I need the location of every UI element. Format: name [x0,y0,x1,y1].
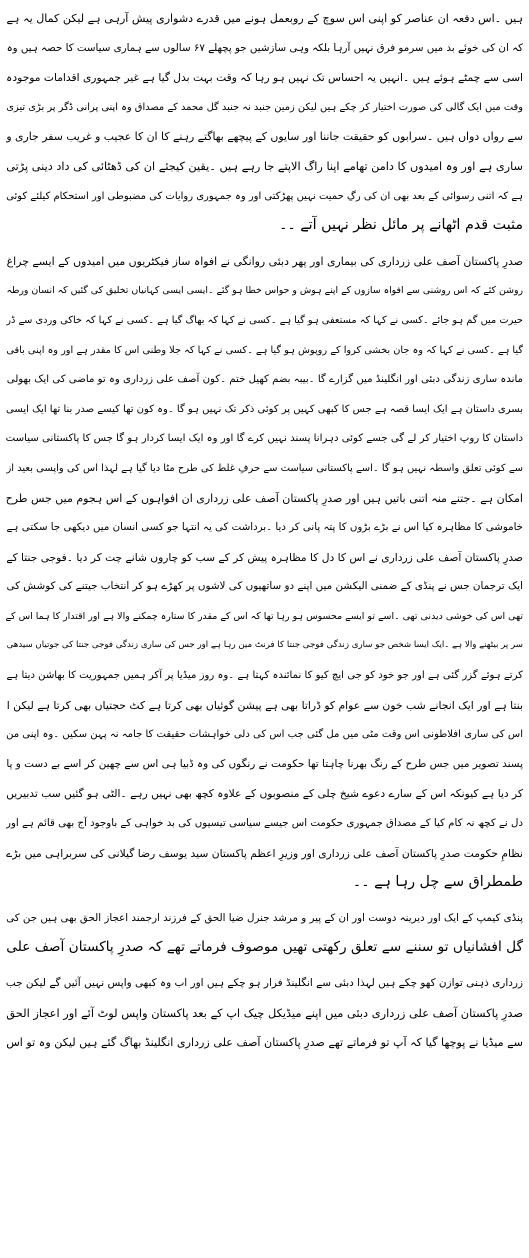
text-line: وقت میں ایک گالی کی صورت اختیار کر چکے ہیں لیکن زمین جنبد نہ جنبد گل محمد کے مصداق وہ اپنی پرانی ڈگر پر بڑی تیزی [6,101,523,113]
text-line: ایک ترجمان جس نے پنڈی کے ضمنی الیکشن میں اپنے دو ساتھیوں کی لاشوں پر کھڑے ہو کر انتخاب جیتنے کی کوشش کی [6,580,523,593]
text-line: نظامِ حکومت صدرِ پاکستان آصف علی زرداری اور وزیرِ اعظم پاکستان سید یوسف رضا گیلانی کی سربراہی میں بڑے [6,846,523,860]
text-line: خاموشی کا مظاہرہ کیا اس نے بڑے بڑوں کا پتہ پانی کر دیا ۔برداشت کی یہ انتہا جو کسی انسان میں دیکھی جا سکتی ہے [6,522,523,534]
text-line: حیرت میں گم ہو جائے ۔کسی نے کہا کہ مستعفی ہو گیا ہے ۔کسی نے کہا کہ بھاگ گیا ہے ۔کسی نے کہا کہ خاکی وردی سے ڈر [6,314,523,326]
text-line: داستان کا روپ اختیار کر لے گی جسے کوئی دہرانا پسند نہیں کرے گا اور وہ ایک ایسا کردار ہو گا جس کا پاکستانی سیاست [6,433,523,445]
article-paragraph [6,904,523,963]
text-line: گیا ہے ۔کسی نے کہا کہ وہ جان بخشی کروا کے روپوش ہو گیا ہے ۔کسی نے کہا کہ جلا وطنی اس کا مقدر ہے اور وہ اپنی باقی [6,344,523,356]
text-line: کہ ان کی خوئے بد میں سرمو فرق نہیں آرہا بلکہ وہی سازشیں جو پچھلے ۶۷ سالوں سے ہماری سیاست کا حصہ ہیں وہ [6,41,523,54]
text-line: صدرِ پاکستان آصف علی زرداری نے اس کا دل کا مظاہرہ پیش کر کے سب کو چاروں شانے چت کر دیا ۔فوجی جنتا کے [6,550,523,564]
text-line: پنڈی کیمپ کے ایک اور دیرینہ دوست اور ان کے پیر و مرشد جنرل ضیا الحق کے فرزند ارجمند اعجاز الحق بھی ہیں جن کی [6,911,523,924]
text-line: پسند تصویر میں جس طرح کے رنگ بھرنا چاہتا تھا حکومت نے رنگوں کی وہ ڈبیا ہی اس سے چھین کر اسے بے دست و پا [6,757,523,770]
text-line: صدرِ پاکستان آصف علی زرداری کی بیماری اور پھر دبئی روانگی نے افواہ ساز فیکٹریوں میں امیدوں کے ایسے چراغ [6,254,523,268]
text-line: زرداری ذہنی توازن کھو چکے ہیں لہذا دبئی سے انگلینڈ فرار ہو چکے ہیں اور اب وہ کبھی واپس نہیں آئیں گے لیکن جب [6,977,523,989]
text-line: سر پر بیٹھنے والا ہے ۔ایک ایسا شخص جو ساری زندگی فوجی جنتا کا فرنٹ مین رہا ہے اور جس کی ساری زندگی فوجی جنتا کی جوتیاں سیدھی [6,640,523,651]
text-line: کرتے ہوئے گزر گئی ہے اور جو خود کو جی ایچ کیو کا نمائندہ کہتا ہے ۔وہ روز میڈیا پر آکر ہمیں جمہوریت کا بھاشن دیتا ہے [6,670,523,682]
text-line: بنتا ہے اور ایک انجانے شب خون سے عوام کو ڈراتا بھی ہے پیشن گوئیاں بھی کرتا ہے کٹ حجتیاں بھی کرتا ہے لیکن ا [6,698,523,712]
text-line: مثبت قدم اٹھانے پر مائل نظر نہیں آتے ۔۔ [278,217,523,234]
article-paragraph [6,247,523,898]
text-line: سے کوئی تعلق واسطہ نہیں ہو گا ۔اسے پاکستانی سیاست سے حرفِ غلط کی طرح مٹا دیا گیا ہے لہذا اس کی واپسی بعید از [6,462,523,474]
text-line: ہیں ۔اس دفعہ ان عناصر کو اپنی اس سوچ کے روبعمل ہونے میں قدرے دشواری پیش آرہی ہے لیکن کمال یہ ہے [6,12,523,25]
article-paragraph [6,969,523,1058]
article-paragraph [6,4,523,241]
text-line: تھی اس کی خوشی دیدنی تھی ۔اسے تو ایسے محسوس ہو رہا تھا کہ اس کے مقدر کا ستارہ چمکنے والا ہے اور اقتدار کا ہما اس کے [6,610,523,622]
text-line: امکان ہے ۔جتنے منہ اتنی باتیں ہیں اور صدرِ پاکستان آصف علی زرداری ان افواہوں کے اس ہجوم میں جس طرح [6,491,523,505]
text-line: روشن کئے کہ اس روشنی سے افواہ سازوں کے اپنے ہوش و حواس خطا ہو گئے ۔ایسی ایسی کہانیاں تخلیق کی گئیں کہ انسان ورطہ [6,285,523,297]
text-line: ماندہ ساری زندگی دبئی اور انگلینڈ میں گزارے گا ۔بیبہ بضم کھیل ختم ۔کون آصف علی زرداری وہ تو ماضی کی ایک بھولی [6,374,523,386]
text-line: سے میڈیا نے پوچھا گیا کہ آپ تو فرماتے تھے صدرِ پاکستان آصف علی زرداری انگلینڈ بھاگ گئے ہیں لیکن وہ تو اس [6,1036,523,1050]
text-line: ساری ہے اور وہ امیدوں کا دامن تھامے اپنا راگ الاپتے جا رہے ہیں ۔یقین کیجئے ان کی ڈھٹائی کی داد دینی پڑتی [6,159,523,173]
text-line: بسری داستان ہے ایک ایسا قصہ ہے جس کا کبھی کہیں پر کوئی ذکر تک نہیں ہو گا ۔وہ کون تھا کیسے صدر بنا تھا ایک ایسی [6,403,523,415]
text-line: گل افشانیاں تو سننے سے تعلق رکھتی تھیں موصوف فرماتے تھے کہ صدرِ پاکستان آصف علی [6,939,523,956]
text-line: ہے کہ اتنی رسوائی کے بعد بھی ان کی رگِ حمیت نہیں پھڑکتی اور وہ جمہوری روایات کی مضبوطی اور استحکام کیلئے کوئی [6,190,523,202]
text-line: کر دیا ہے کیونکہ اس کے سارے دعوے شیخ چلی کے منصوبوں کے علاوہ کچھ بھی نہیں رہے ۔الٹی ہو گئیں سب تدبیریں [6,787,523,801]
text-line: سے رواں دواں ہیں ۔سرابوں کو حقیقت جاننا اور سایوں کے پیچھے بھاگتے رہنے کا ان کا عجیب و غریب سفر جاری و [6,130,523,144]
text-line: اسی سے چمٹے ہوئے ہیں ۔انہیں یہ احساس تک نہیں ہو رہا کہ وقت بہت بدل گیا ہے غیر جمہوری اقدامات موجودہ [6,71,523,85]
text-line: اس کی ساری افلاطونی اس وقت مٹی میں مل گئی جب اس کی دلی خواہشات حقیقت کا جامہ نہ پہن سکیں ۔وہ اپنی من [6,729,523,741]
text-line: صدرِ پاکستان آصف علی زرداری دبئی میں اپنے میڈیکل چیک اپ کے بعد پاکستان واپس لوٹ آئے اور اعجاز الحق [6,1005,523,1020]
text-line: طمطراق سے چل رہا ہے ۔۔ [352,874,523,891]
text-line: دل نے کچھ نہ کام کیا کے مصداق جمہوری حکومت اس جیسے سیاسی تیسیوں کی بد خواہی کے باوجود آج بھی قائم ہے اور [6,818,523,830]
